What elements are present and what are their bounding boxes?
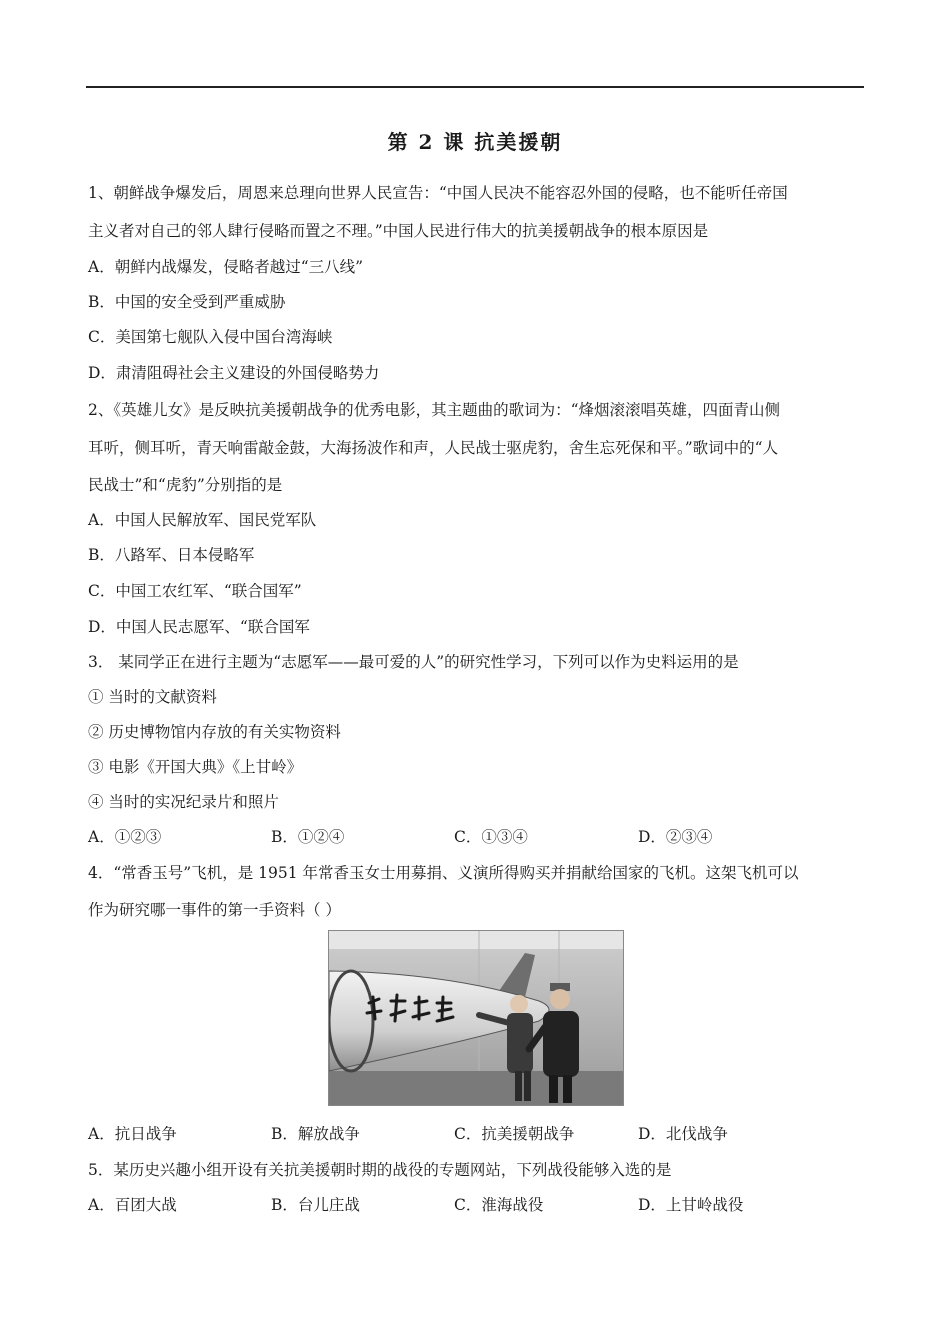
question-2-stem-line-3: 民战士”和“虎豹”分别指的是 xyxy=(88,476,283,494)
question-2-stem-line-2: 耳听，侧耳听，青天响雷敲金鼓，大海扬波作和声，人民战士驱虎豹，舍生忘死保和平。”歌词中的“人 xyxy=(88,439,779,457)
question-3-option-d: D．②③④ xyxy=(638,828,713,846)
question-2-option-d: D．中国人民志愿军、“联合国军 xyxy=(88,618,310,636)
question-4-option-a: A．抗日战争 xyxy=(88,1125,177,1143)
question-2-option-c: C．中国工农红军、“联合国军” xyxy=(88,582,302,600)
question-2-option-b: B．八路军、日本侵略军 xyxy=(88,546,255,564)
page-title: 第 2 课 抗美援朝 xyxy=(387,130,563,154)
question-2-option-a: A．中国人民解放军、国民党军队 xyxy=(88,511,317,529)
question-3-item-2: ② 历史博物馆内存放的有关实物资料 xyxy=(88,723,341,741)
question-2-stem-line-1: 2、《英雄儿女》是反映抗美援朝战争的优秀电影，其主题曲的歌词为：“烽烟滚滚唱英雄，四面青山侧 xyxy=(88,401,781,419)
airplane-photo xyxy=(328,930,624,1106)
question-1-stem-line-1: 1、朝鲜战争爆发后，周恩来总理向世界人民宣告：“中国人民决不能容忍外国的侵略，也不能听任帝国 xyxy=(88,184,788,202)
question-3-stem: 3． 某同学正在进行主题为“志愿军——最可爱的人”的研究性学习，下列可以作为史料运用的是 xyxy=(88,653,739,671)
question-5-stem: 5．某历史兴趣小组开设有关抗美援朝时期的战役的专题网站，下列战役能够入选的是 xyxy=(88,1161,672,1179)
question-3-option-a: A．①②③ xyxy=(88,828,162,846)
airplane-photo-illustration xyxy=(329,931,623,1105)
question-5-option-c: C．淮海战役 xyxy=(454,1196,544,1214)
header-rule xyxy=(86,86,864,88)
question-1-option-a: A．朝鲜内战爆发，侵略者越过“三八线” xyxy=(88,258,364,276)
question-5-option-d: D．上甘岭战役 xyxy=(638,1196,744,1214)
question-3-option-b: B．①②④ xyxy=(271,828,345,846)
question-3-item-4: ④ 当时的实况纪录片和照片 xyxy=(88,793,279,811)
question-1-option-c: C．美国第七舰队入侵中国台湾海峡 xyxy=(88,328,333,346)
question-3-item-3: ③ 电影《开国大典》《上甘岭》 xyxy=(88,758,303,776)
question-4-option-b: B．解放战争 xyxy=(271,1125,360,1143)
question-4-option-d: D．北伐战争 xyxy=(638,1125,728,1143)
question-3-option-c: C．①③④ xyxy=(454,828,528,846)
question-4-option-c: C．抗美援朝战争 xyxy=(454,1125,575,1143)
question-4-stem-line-1: 4．“常香玉号”飞机，是 1951 年常香玉女士用募捐、义演所得购买并捐献给国家的飞机。这架飞机可以 xyxy=(88,864,799,882)
question-5-option-b: B．台儿庄战 xyxy=(271,1196,360,1214)
question-3-item-1: ① 当时的文献资料 xyxy=(88,688,217,706)
question-5-option-a: A．百团大战 xyxy=(88,1196,177,1214)
question-1-stem-line-2: 主义者对自己的邻人肆行侵略而置之不理。”中国人民进行伟大的抗美援朝战争的根本原因是 xyxy=(88,222,709,240)
question-1-option-b: B．中国的安全受到严重威胁 xyxy=(88,293,286,311)
question-4-stem-line-2: 作为研究哪一事件的第一手资料（ ） xyxy=(88,901,341,919)
question-1-option-d: D．肃清阻碍社会主义建设的外国侵略势力 xyxy=(88,364,380,382)
